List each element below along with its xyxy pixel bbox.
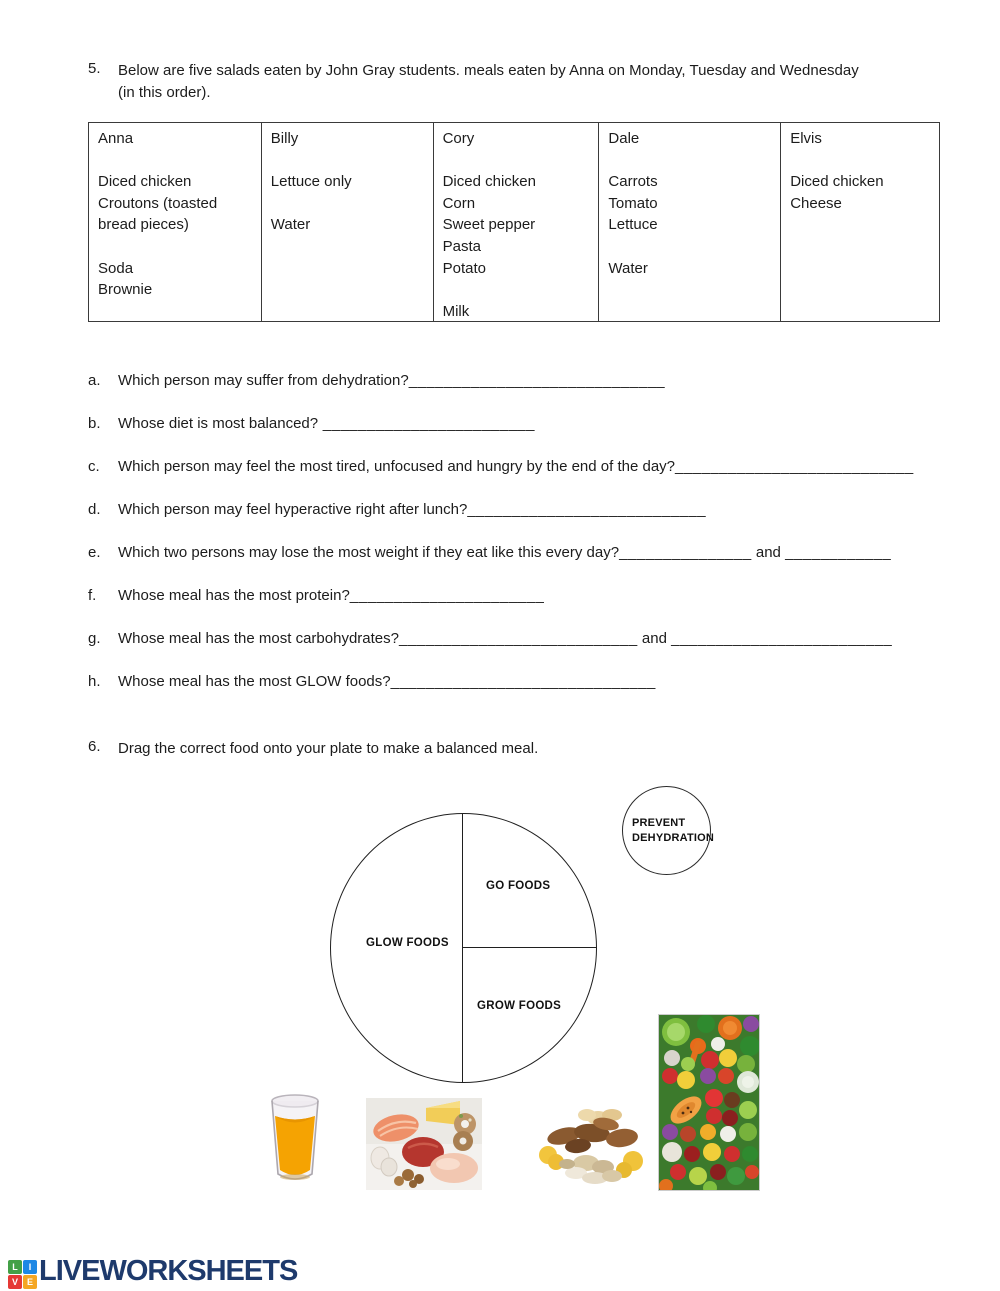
carbohydrate-foods-image[interactable] bbox=[534, 1106, 648, 1193]
question6-text: Drag the correct food onto your plate to make a balanced meal. bbox=[118, 740, 539, 757]
question-b-letter: b. bbox=[88, 415, 101, 432]
table-column-anna bbox=[89, 123, 261, 321]
prevent-dehydration-line1: PREVENT bbox=[632, 816, 686, 829]
table-cell-line: Pasta bbox=[442, 237, 481, 255]
question-h bbox=[88, 671, 656, 693]
table-cell-line bbox=[443, 279, 593, 301]
question-c-letter: c. bbox=[88, 458, 100, 475]
protein-foods-image[interactable] bbox=[366, 1098, 482, 1195]
table-cell-line: Brownie bbox=[98, 281, 153, 299]
table-cell-line: Sweet pepper bbox=[442, 216, 536, 234]
table-cell-line bbox=[98, 236, 255, 258]
go-foods-label: GO FOODS bbox=[486, 880, 551, 892]
table-cell-line: Billy bbox=[270, 130, 299, 147]
table-cell-line bbox=[271, 150, 427, 172]
question-e bbox=[88, 542, 891, 564]
answer-blank-f[interactable]: ______________________ bbox=[349, 587, 545, 604]
vegetables-image[interactable] bbox=[658, 1014, 760, 1196]
answer-blank-a[interactable]: _____________________________ bbox=[408, 372, 666, 389]
answer-blank-e1[interactable]: _______________ bbox=[619, 544, 752, 561]
question5-text bbox=[118, 60, 948, 104]
question-f-text: Whose meal has the most protein? bbox=[118, 587, 350, 604]
question-h-letter: h. bbox=[88, 673, 101, 690]
question-a-letter: a. bbox=[88, 372, 101, 389]
glow-foods-label: GLOW FOODS bbox=[366, 937, 449, 949]
protein-foods-graphic bbox=[366, 1098, 482, 1190]
plate-horizontal-divider bbox=[463, 947, 596, 948]
table-cell-line bbox=[790, 150, 933, 172]
grow-foods-label: GROW FOODS bbox=[477, 1000, 562, 1012]
table-cell-line: Corn bbox=[442, 194, 476, 212]
table-column-cory bbox=[433, 123, 599, 321]
table-cell-line: Water bbox=[608, 259, 648, 277]
table-cell-line: Cory bbox=[442, 130, 475, 147]
orange-juice-image[interactable] bbox=[265, 1092, 325, 1189]
prevent-dehydration-line2: DEHYDRATION bbox=[632, 831, 715, 844]
answer-blank-e2[interactable]: ____________ bbox=[785, 544, 892, 561]
vegetables-collage-graphic bbox=[658, 1014, 760, 1191]
question5-line1: Below are five salads eaten by John Gray students. meals eaten by Anna on Monday, Tuesday and Wednesday bbox=[118, 62, 859, 79]
question-e-letter: e. bbox=[88, 544, 101, 561]
question-a bbox=[88, 370, 665, 392]
logo-square-i: I bbox=[23, 1260, 37, 1274]
question5-line2: (in this order). bbox=[118, 84, 211, 101]
logo-square-e: E bbox=[23, 1275, 37, 1289]
question-g-and: and bbox=[637, 630, 672, 647]
table-cell-line: Croutons (toasted bbox=[98, 194, 218, 212]
orange-juice-glass-graphic bbox=[265, 1092, 325, 1184]
question-d-text: Which person may feel hyperactive right after lunch? bbox=[118, 501, 468, 518]
table-cell-line: Elvis bbox=[790, 130, 822, 147]
answer-blank-g2[interactable]: _________________________ bbox=[671, 630, 893, 647]
table-cell-line: Diced chicken bbox=[98, 173, 192, 191]
table-cell-line: bread pieces) bbox=[98, 216, 189, 234]
table-cell-line: Cheese bbox=[790, 194, 842, 212]
liveworksheets-logo-text: LIVEWORKSHEETS bbox=[39, 1255, 298, 1287]
table-cell-line: Lettuce bbox=[608, 216, 658, 234]
table-column-elvis bbox=[780, 123, 939, 321]
question-e-and: and bbox=[751, 544, 786, 561]
question-h-text: Whose meal has the most GLOW foods? bbox=[118, 673, 391, 690]
table-cell-line bbox=[608, 236, 774, 258]
table-cell-line bbox=[608, 150, 774, 172]
question-g-letter: g. bbox=[88, 630, 101, 647]
question-d-letter: d. bbox=[88, 501, 101, 518]
table-cell-line bbox=[443, 150, 593, 172]
carbohydrate-foods-graphic bbox=[534, 1106, 648, 1188]
table-column-billy bbox=[261, 123, 433, 321]
question-a-text: Which person may suffer from dehydration? bbox=[118, 372, 409, 389]
table-cell-line: Anna bbox=[98, 130, 134, 147]
table-cell-line: Potato bbox=[442, 259, 486, 277]
question-b bbox=[88, 413, 535, 435]
question-e-text: Which two persons may lose the most weight if they eat like this every day? bbox=[118, 544, 620, 561]
table-cell-line: Tomato bbox=[608, 194, 658, 212]
table-cell-line: Lettuce only bbox=[270, 173, 352, 191]
question-g bbox=[88, 628, 892, 650]
salads-table bbox=[88, 122, 940, 322]
table-cell-line bbox=[98, 150, 255, 172]
table-cell-line: Soda bbox=[98, 259, 134, 277]
table-cell-line bbox=[271, 193, 427, 215]
table-column-dale bbox=[598, 123, 780, 321]
question-d bbox=[88, 499, 706, 521]
answer-blank-b[interactable]: ________________________ bbox=[318, 415, 535, 432]
question-g-text: Whose meal has the most carbohydrates? bbox=[118, 630, 399, 647]
table-cell-line: Water bbox=[270, 216, 311, 234]
prevent-dehydration-circle[interactable] bbox=[622, 786, 715, 875]
question5-number: 5. bbox=[88, 60, 101, 77]
answer-blank-d[interactable]: ___________________________ bbox=[467, 501, 707, 518]
question6-number: 6. bbox=[88, 738, 101, 755]
logo-square-l: L bbox=[8, 1260, 22, 1274]
question-c-text: Which person may feel the most tired, unfocused and hungry by the end of the day? bbox=[118, 458, 675, 475]
answer-blank-h[interactable]: ______________________________ bbox=[390, 673, 656, 690]
question-c bbox=[88, 456, 914, 478]
answer-blank-c[interactable]: ___________________________ bbox=[675, 458, 914, 475]
table-cell-line: Diced chicken bbox=[442, 173, 536, 191]
logo-square-v: V bbox=[8, 1275, 22, 1289]
table-cell-line: Carrots bbox=[608, 173, 658, 191]
table-cell-line: Dale bbox=[608, 130, 640, 147]
question-f-letter: f. bbox=[88, 587, 97, 604]
table-cell-line: Diced chicken bbox=[790, 173, 884, 191]
table-cell-line: Milk bbox=[442, 302, 470, 320]
question-b-text: Whose diet is most balanced? bbox=[118, 415, 319, 432]
answer-blank-g1[interactable]: ___________________________ bbox=[398, 630, 638, 647]
question-f bbox=[88, 585, 544, 607]
liveworksheets-logo-icon bbox=[8, 1260, 38, 1290]
